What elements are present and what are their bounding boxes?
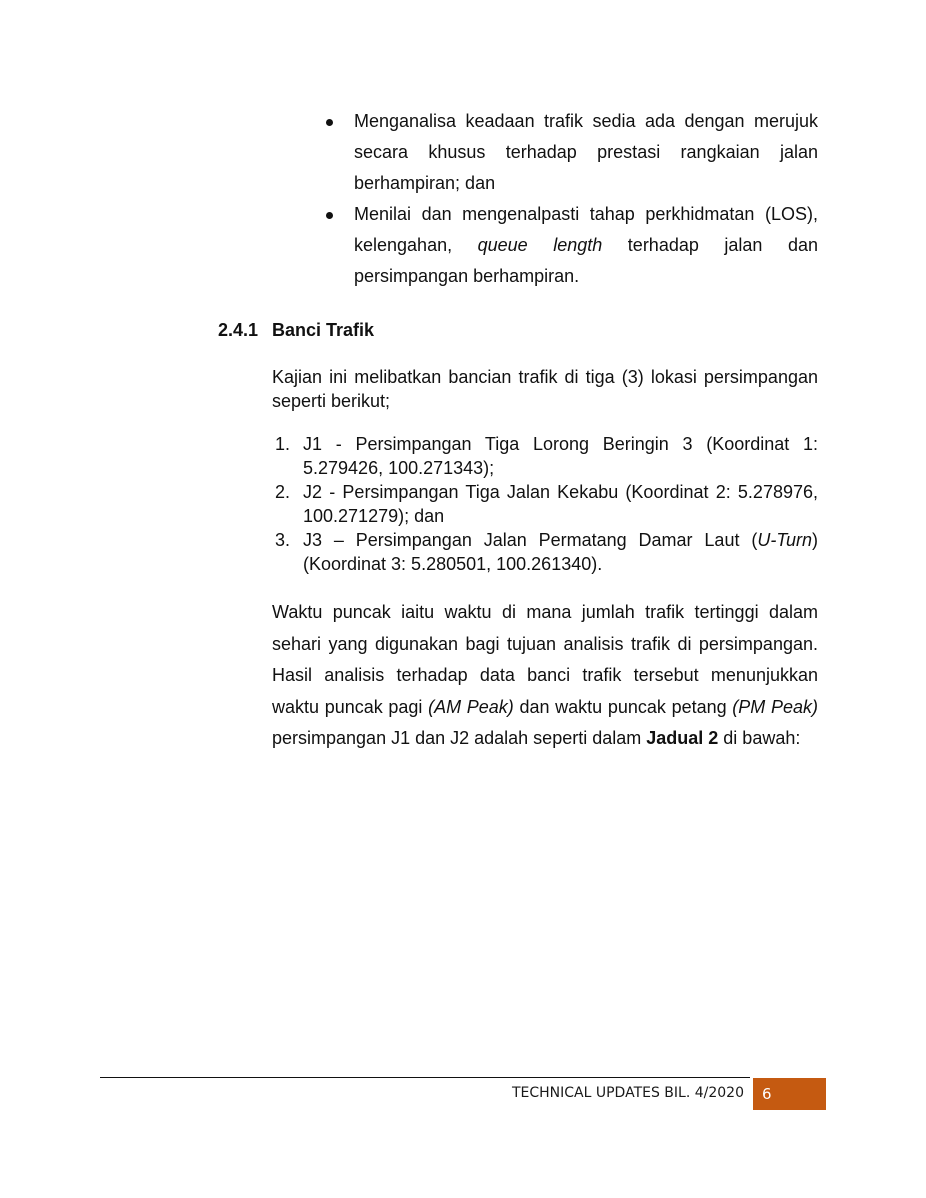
footer-label: TECHNICAL UPDATES BIL. 4/2020 bbox=[511, 1085, 744, 1101]
pm-peak-term: (PM Peak) bbox=[732, 696, 818, 717]
queue-length-term: queue length bbox=[477, 235, 603, 255]
table-reference: Jadual 2 bbox=[646, 728, 719, 748]
location-number: 2. bbox=[275, 482, 291, 502]
bullet-item: Menilai dan mengenalpasti tahap perkhidmatan (LOS), kelengahan, queue length terhadap jalan dan persimpangan berhampiran. bbox=[326, 199, 818, 292]
location-item: 1. J1 - Persimpangan Tiga Lorong Beringin 3 (Koordinat 1: 5.279426, 100.271343); bbox=[275, 434, 818, 478]
bullet-dot-icon bbox=[326, 119, 333, 126]
location-item: 2. J2 - Persimpangan Tiga Jalan Kekabu (Koordinat 2: 5.278976, 100.271279); dan bbox=[275, 482, 818, 526]
am-peak-term: (AM Peak) bbox=[428, 696, 514, 717]
location-number: 3. bbox=[275, 530, 291, 550]
peak-hour-paragraph: Waktu puncak iaitu waktu di mana jumlah trafik tertinggi dalam sehari yang digunakan bagi tujuan analisis trafik di persimpangan. Hasil analisis terhadap data banci trafik tersebut menunjukkan waktu puncak pagi (AM Peak) dan waktu puncak petang (PM Peak) persimpangan J1 dan J2 adalah seperti dalam Jadual 2 di bawah: bbox=[272, 602, 818, 748]
location-number: 1. bbox=[275, 434, 291, 454]
bullet-dot-icon bbox=[326, 212, 333, 219]
objective-bullet-list bbox=[326, 106, 818, 292]
section-heading bbox=[218, 318, 374, 342]
u-turn-term: U-Turn bbox=[757, 530, 812, 550]
bullet-item: Menganalisa keadaan trafik sedia ada dengan merujuk secara khusus terhadap prestasi rangkaian jalan berhampiran; dan bbox=[326, 106, 818, 199]
location-list bbox=[272, 432, 818, 576]
intro-paragraph: Kajian ini melibatkan bancian trafik di tiga (3) lokasi persimpangan seperti berikut; bbox=[272, 367, 818, 411]
section-title: Banci Trafik bbox=[272, 320, 375, 340]
location-item: 3. J3 – Persimpangan Jalan Permatang Damar Laut (U-Turn) (Koordinat 3: 5.280501, 100.261340). bbox=[275, 530, 818, 574]
footer-divider bbox=[100, 1077, 750, 1078]
page-number-badge: 6 bbox=[753, 1078, 826, 1110]
section-number: 2.4.1 bbox=[218, 320, 259, 340]
